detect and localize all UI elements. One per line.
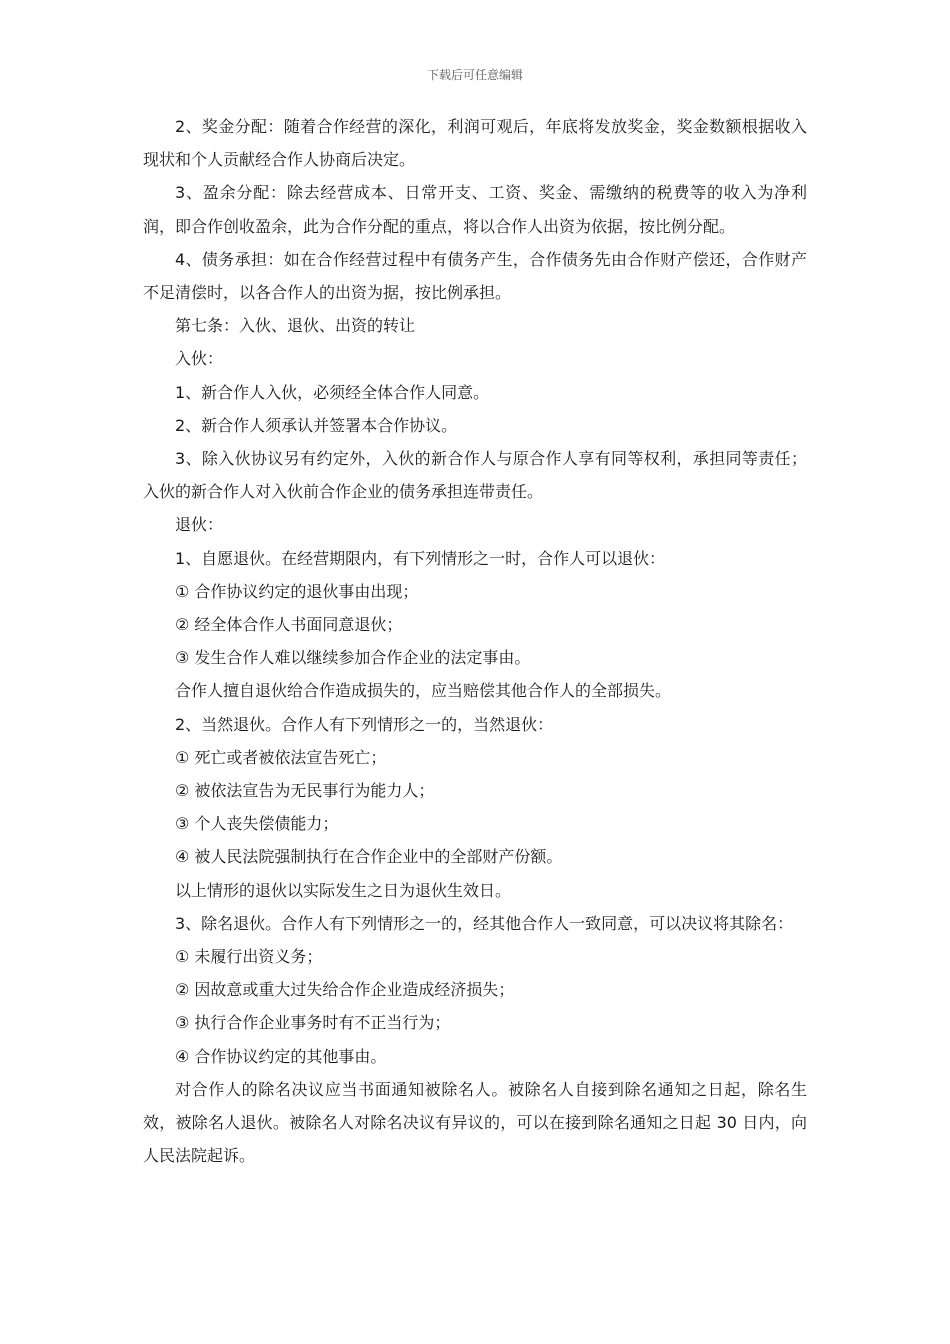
list-item: ② 因故意或重大过失给合作企业造成经济损失；	[175, 980, 515, 1000]
list-item: ③ 个人丧失偿债能力；	[175, 814, 339, 834]
paragraph-expulsion-notice: 对合作人的除名决议应当书面通知被除名人。被除名人自接到除名通知之日起，除名生效，被除名人退伙。被除名人对除名决议有异议的，可以在接到除名通知之日起 30 日内，向人民法院起诉。	[143, 1079, 807, 1166]
list-item: ④ 被人民法院强制执行在合作企业中的全部财产份额。	[175, 847, 563, 867]
page-header: 下载后可任意编辑	[426, 68, 523, 82]
list-item: ④ 合作协议约定的其他事由。	[175, 1046, 387, 1066]
list-item: ③ 发生合作人难以继续参加合作企业的法定事由。	[175, 648, 531, 668]
document-body	[143, 110, 807, 1173]
paragraph-admission-1: 1、新合作人入伙，必须经全体合作人同意。	[175, 382, 490, 402]
paragraph-automatic-withdrawal: 2、当然退伙。合作人有下列情形之一的，当然退伙：	[175, 714, 554, 734]
section-heading-withdrawal: 退伙：	[175, 515, 224, 535]
paragraph-unauthorized-withdrawal: 合作人擅自退伙给合作造成损失的，应当赔偿其他合作人的全部损失。	[175, 681, 672, 701]
list-item: ① 未履行出资义务；	[175, 947, 323, 967]
list-item: ① 死亡或者被依法宣告死亡；	[175, 747, 387, 767]
paragraph-bonus-distribution: 2、奖金分配：随着合作经营的深化，利润可观后，年底将发放奖金，奖金数额根据收入现状和个人贡献经合作人协商后决定。	[143, 117, 807, 170]
list-item: ② 被依法宣告为无民事行为能力人；	[175, 781, 435, 801]
paragraph-surplus-distribution: 3、盈余分配：除去经营成本、日常开支、工资、奖金、需缴纳的税费等的收入为净利润，即合作创收盈余，此为合作分配的重点，将以合作人出资为依据，按比例分配。	[143, 183, 807, 236]
paragraph-voluntary-withdrawal: 1、自愿退伙。在经营期限内，有下列情形之一时，合作人可以退伙：	[175, 548, 666, 568]
list-item: ② 经全体合作人书面同意退伙；	[175, 615, 403, 635]
paragraph-expulsion: 3、除名退伙。合作人有下列情形之一的，经其他合作人一致同意，可以决议将其除名：	[175, 913, 794, 933]
paragraph-admission-3: 3、除入伙协议另有约定外，入伙的新合作人与原合作人享有同等权利，承担同等责任；入伙的新合作人对入伙前合作企业的债务承担连带责任。	[143, 449, 807, 502]
paragraph-admission-2: 2、新合作人须承认并签署本合作协议。	[175, 415, 458, 435]
paragraph-effective-date: 以上情形的退伙以实际发生之日为退伙生效日。	[175, 880, 512, 900]
list-item: ③ 执行合作企业事务时有不正当行为；	[175, 1013, 451, 1033]
paragraph-debt-bearing: 4、债务承担：如在合作经营过程中有债务产生，合作债务先由合作财产偿还，合作财产不足清偿时，以各合作人的出资为据，按比例承担。	[143, 249, 807, 303]
section-heading-admission: 入伙：	[175, 349, 224, 369]
article-seven-heading: 第七条：入伙、退伙、出资的转让	[175, 316, 416, 336]
list-item: ① 合作协议约定的退伙事由出现；	[175, 581, 419, 601]
